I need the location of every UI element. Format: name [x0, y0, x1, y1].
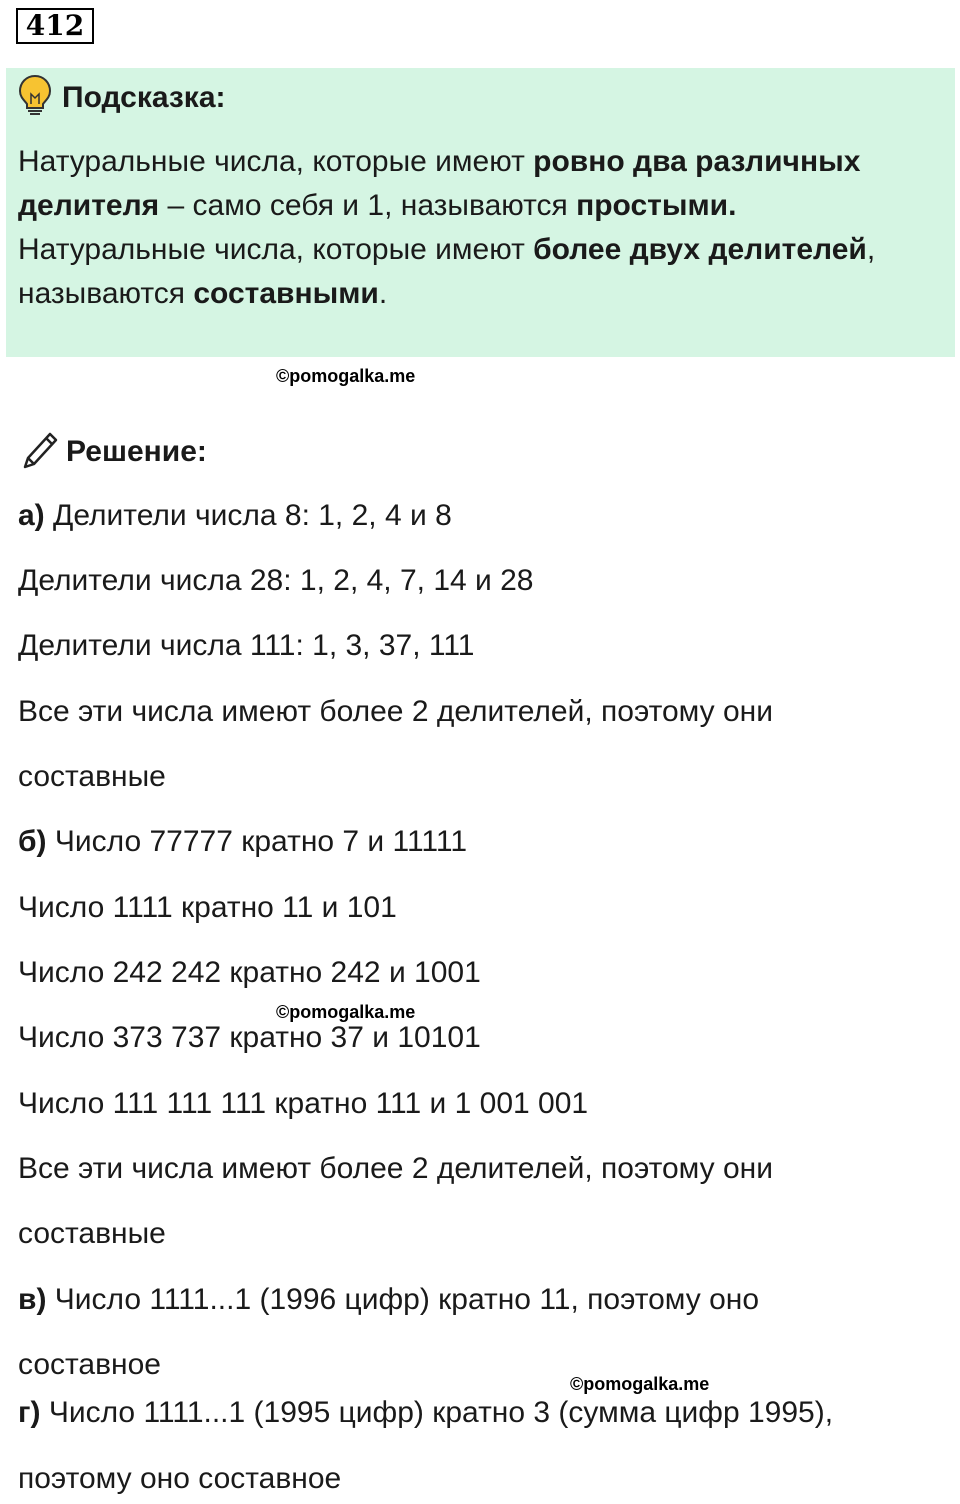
watermark: ©pomogalka.me — [276, 1002, 416, 1022]
hint-header — [18, 74, 226, 121]
watermark: ©pomogalka.me — [276, 366, 416, 386]
line-text: составные — [18, 760, 166, 793]
line-text: Все эти числа имеют более 2 делителей, поэтому они — [18, 1152, 773, 1185]
solution-line — [18, 1084, 588, 1124]
pencil-icon — [20, 428, 60, 475]
solution-line — [18, 1345, 161, 1385]
solution-header — [20, 428, 207, 475]
hint-bold-fragment: более двух делителей — [533, 233, 867, 266]
hint-text-fragment: – само себя и 1, называются — [159, 189, 577, 222]
line-text: Число 1111...1 (1995 цифр) кратно 3 (сумма цифр 1995), — [40, 1396, 834, 1429]
solution-line — [18, 757, 166, 797]
hint-bold-fragment: составными — [193, 277, 379, 310]
line-text: поэтому оно составное — [18, 1462, 342, 1495]
line-text: Число 1111...1 (1996 цифр) кратно 11, поэтому оно — [46, 1283, 760, 1316]
solution-title: Решение: — [66, 434, 207, 468]
hint-title: Подсказка: — [62, 80, 226, 114]
solution-line — [18, 822, 467, 862]
hint-text — [18, 140, 943, 316]
solution-line — [18, 953, 481, 993]
solution-line — [18, 1393, 833, 1433]
solution-line — [18, 1018, 481, 1058]
line-text: Делители числа 111: 1, 3, 37, 111 — [18, 629, 475, 662]
line-text: Число 77777 кратно 7 и 11111 — [46, 825, 468, 858]
task-number: 412 — [16, 8, 94, 44]
solution-line — [18, 1459, 341, 1499]
hint-bold-fragment: простыми. — [576, 189, 737, 222]
hint-text-fragment: , называются — [18, 233, 876, 310]
hint-paragraph-1 — [18, 140, 943, 228]
line-text: Делители числа 28: 1, 2, 4, 7, 14 и 28 — [18, 564, 534, 597]
line-text: составное — [18, 1348, 161, 1381]
solution-line — [18, 888, 397, 928]
solution-line — [18, 1214, 166, 1254]
solution-line — [18, 1149, 773, 1189]
item-label: г) — [18, 1396, 41, 1429]
solution-line — [18, 626, 475, 666]
watermark: ©pomogalka.me — [570, 1374, 710, 1394]
line-text: составные — [18, 1217, 166, 1250]
item-label: б) — [18, 825, 47, 858]
line-text: Число 373 737 кратно 37 и 10101 — [18, 1021, 481, 1054]
line-text: Число 1111 кратно 11 и 101 — [18, 891, 397, 924]
hint-paragraph-2 — [18, 228, 943, 316]
line-text: Число 242 242 кратно 242 и 1001 — [18, 956, 481, 989]
solution-line — [18, 1280, 759, 1320]
lightbulb-icon — [18, 74, 52, 121]
line-text: Все эти числа имеют более 2 делителей, поэтому они — [18, 695, 773, 728]
hint-bold-fragment: ровно два различных делителя — [18, 145, 861, 222]
item-label: в) — [18, 1283, 47, 1316]
item-label: а) — [18, 499, 45, 532]
line-text: Делители числа 8: 1, 2, 4 и 8 — [44, 499, 452, 532]
hint-text-fragment: Натуральные числа, которые имеют — [18, 145, 534, 178]
hint-text-fragment: Натуральные числа, которые имеют — [18, 233, 534, 266]
hint-text-fragment: . — [378, 277, 388, 310]
solution-line — [18, 561, 534, 601]
solution-line — [18, 496, 452, 536]
solution-line — [18, 692, 773, 732]
line-text: Число 111 111 111 кратно 111 и 1 001 001 — [18, 1087, 589, 1120]
